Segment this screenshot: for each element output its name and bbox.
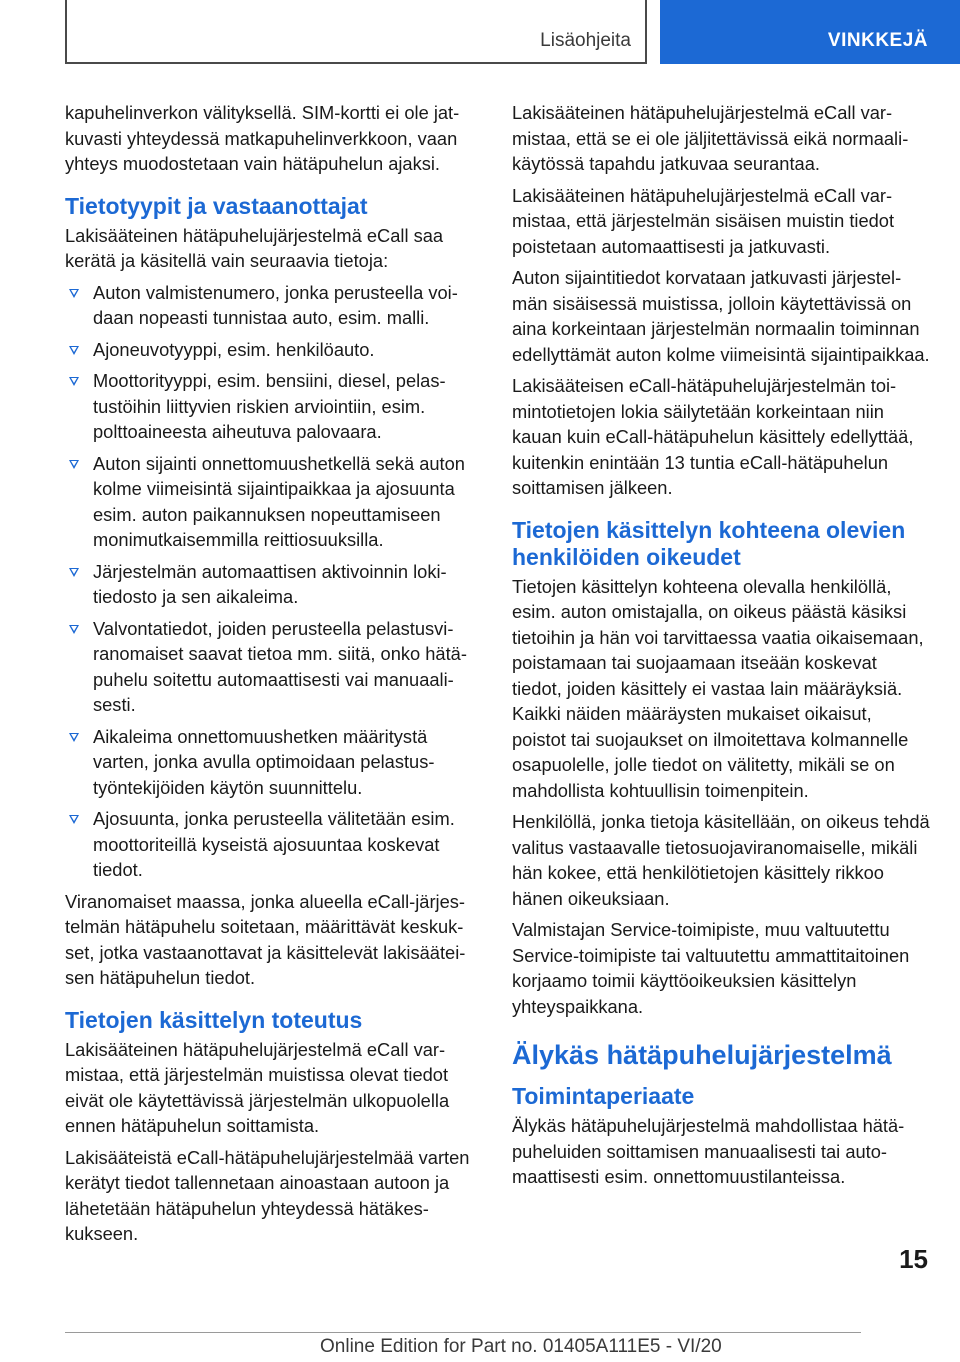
section-tab[interactable] xyxy=(660,0,960,64)
bullet-triangle-icon xyxy=(69,377,79,386)
header-title: Lisäohjeita xyxy=(540,30,631,51)
heading-data-types: Tietotyypit ja vastaanottajat xyxy=(65,192,368,219)
principle-paragraph: Älykäs hätäpuhelujärjestelmä mahdollistaa hätäpuheluiden soittamisen manuaalisesti tai automaattisesti esim. onnettomuustilanteissa. xyxy=(512,1115,905,1187)
list-item-text: Järjestelmän automaattisen aktivoinnin lokitiedosto ja sen aikaleima. xyxy=(93,560,447,607)
list-item xyxy=(65,451,483,553)
list-item xyxy=(65,280,483,331)
heading-principle: Toimintaperiaate xyxy=(512,1083,695,1109)
processing-paragraph-1: Lakisääteinen hätäpuhelujärjestelmä eCall varmistaa, että järjestelmän muistissa olevat tiedot eivät ole käytettävissä järjestelmän ulkopuolella ennen hätäpuhelun soittamista. xyxy=(65,1038,450,1136)
list-item-text: Ajosuunta, jonka perusteella välitetään esim. moottoriteillä kyseistä ajosuuntaa koskevat tiedot. xyxy=(93,808,455,880)
section-tab-label: VINKKEJÄ xyxy=(827,30,928,51)
bullet-triangle-icon xyxy=(69,346,79,355)
bullet-triangle-icon xyxy=(69,625,79,634)
list-item xyxy=(65,368,483,445)
footer-edition: Online Edition for Part no. 01405A111E5 - VI/20 xyxy=(320,1336,722,1357)
list-item xyxy=(65,337,483,363)
list-item-text: Auton valmistenumero, jonka perusteella voidaan nopeasti tunnistaa auto, esim. malli. xyxy=(93,281,458,328)
authorities-paragraph: Viranomaiset maassa, jonka alueella eCall-järjestelmän hätäpuhelu soitetaan, määrittävät keskukset, jotka vastaanottavat ja käsittelevät lakisääteisen hätäpuhelun tiedot. xyxy=(65,890,466,988)
list-item xyxy=(65,724,483,801)
bullet-triangle-icon xyxy=(69,289,79,298)
intro-paragraph: kapuhelinverkon välityksellä. SIM-kortti ei ole jatkuvasti yhteydessä matkapuhelinverkkoon, vaan yhteys muodostetaan vain hätäpuhelun ajaksi. xyxy=(65,102,460,174)
memory-paragraph: Lakisääteinen hätäpuhelujärjestelmä eCall varmistaa, että järjestelmän sisäisen muistin tiedot poistetaan automaattisesti ja jatkuvasti. xyxy=(512,184,895,257)
bullet-triangle-icon xyxy=(69,568,79,577)
log-paragraph: Lakisääteisen eCall-hätäpuhelujärjestelmän toimintotietojen lokia säilytetään korkeintaan niin kauan kuin eCall-hätäpuhelun käsittely edellyttää, kuitenkin enintään 13 tuntia eCall-hätäpuhelun soittamisen jälkeen. xyxy=(512,375,914,498)
right-column xyxy=(512,100,930,1196)
location-paragraph: Auton sijaintitiedot korvataan jatkuvasti järjestelmän sisäisessä muistissa, jolloin käytettävissä on aina korkeintaan järjestelmän normaalin toiminnan edellyttämät auton kolme viimeisintä sijaintipaikkaa. xyxy=(512,267,930,365)
list-item-text: Moottorityyppi, esim. bensiini, diesel, pelastustöihin liittyvien riskien arviointiin, esim. polttoaineesta aiheutuva palovaara. xyxy=(93,370,446,442)
types-intro-paragraph: Lakisääteinen hätäpuhelujärjestelmä eCall saa kerätä ja käsitellä vain seuraavia tietoja: xyxy=(65,224,444,271)
bullet-triangle-icon xyxy=(69,815,79,824)
list-item xyxy=(65,559,483,610)
list-item-text: Ajoneuvotyyppi, esim. henkilöauto. xyxy=(93,338,375,360)
list-item-text: Valvontatiedot, joiden perusteella pelastusviranomaiset saavat tietoa mm. siitä, onko hätäpuhelu soitettu automaattisesti vai manuaalisesti. xyxy=(93,617,467,715)
tracking-paragraph: Lakisääteinen hätäpuhelujärjestelmä eCall varmistaa, että se ei ole jäljitettävissä eikä normaalikäytössä tapahdu jatkuvaa seurantaa. xyxy=(512,102,909,174)
footer-divider xyxy=(65,1332,861,1333)
list-item-text: Aikaleima onnettomuushetken määritystä varten, jonka avulla optimoidaan pelastustyöntekijöiden käytön suunnittelu. xyxy=(93,725,435,798)
list-item-text: Auton sijainti onnettomuushetkellä sekä auton kolme viimeisintä sijaintipaikkaa ja ajosuunta esim. auton paikannuksen nopeuttamiseen monimutkaisemmilla reittiosuuksilla. xyxy=(93,452,465,550)
heading-intelligent-emergency: Älykäs hätäpuhelujärjestelmä xyxy=(512,1040,892,1070)
data-types-list xyxy=(65,280,483,883)
rights-paragraph-3: Valmistajan Service-toimipiste, muu valtuutettu Service-toimipiste tai valtuutettu ammattitaitoinen korjaamo toimii käyttöoikeuksien käsittelyn yhteyspaikkana. xyxy=(512,919,910,1017)
heading-processing: Tietojen käsittelyn toteutus xyxy=(65,1006,363,1033)
bullet-triangle-icon xyxy=(69,460,79,469)
left-column xyxy=(65,100,483,1253)
header-box xyxy=(65,0,647,64)
processing-paragraph-2: Lakisääteistä eCall-hätäpuhelujärjestelmää varten kerätyt tiedot tallennetaan ainoastaan autoon ja lähetetään hätäpuhelun yhteydessä hätäkeskukseen. xyxy=(65,1146,470,1244)
list-item xyxy=(65,806,483,883)
bullet-triangle-icon xyxy=(69,733,79,742)
page-number: 15 xyxy=(899,1244,928,1274)
rights-paragraph-2: Henkilöllä, jonka tietoja käsitellään, on oikeus tehdä valitus vastaavalle tietosuojaviranomaiselle, mikäli hän kokee, että henkilötietojen käsittely rikkoo hänen oikeuksiaan. xyxy=(512,811,930,909)
rights-paragraph-1: Tietojen käsittelyn kohteena olevalla henkilöllä, esim. auton omistajalla, on oikeus päästä käsiksi tietoihin ja hän voi tarvittaessa vaatia oikaisemaan, poistamaan tai suojaamaan itseään koskevat tiedot, joiden käsittely ei vastaa lain määräyksiä. Kaikki näiden määräysten mukaiset oikaisut, poistot tai suojaukset on ilmoitettava kolmannelle osapuolelle, jolle tiedot on välitetty, mikäli se on mahdollista kohtuullisin toimenpitein. xyxy=(512,575,924,801)
list-item xyxy=(65,616,483,718)
heading-rights: Tietojen käsittelyn kohteena olevien henkilöiden oikeudet xyxy=(512,516,906,570)
